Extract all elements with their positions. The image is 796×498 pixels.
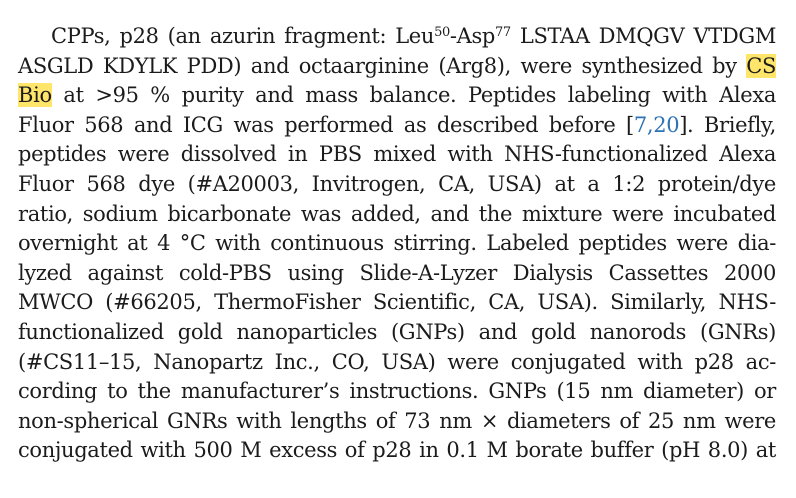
text-line-9: lyzed against cold-PBS using Slide-A-Lyzer Dialysis Cassettes 2000 [18,260,776,285]
highlighted-text-cs: CS [746,53,776,78]
line-1-text-c: LSTAA DMQGV VTDGM [510,24,776,48]
line-4-text-b: ]. Briefly, [679,112,776,137]
text-line-10: MWCO (#66205, ThermoFisher Scientific, CA, USA). Similarly, NHS- [18,290,776,315]
highlighted-text-bio: Bio [18,83,52,108]
text-line-5: peptides were dissolved in PBS mixed with NHS-functionalized Alexa [18,142,776,167]
line-1-text-a: CPPs, p28 (an azurin fragment: Leu [51,24,435,48]
text-line-7: ratio, sodium bicarbonate was added, and the mixture were incubated [18,201,776,226]
line-1-text-b: -Asp [449,24,495,48]
reference-link-7[interactable]: 7 [633,112,647,137]
text-line-13: cording to the manufacturer’s instructions. GNPs (15 nm diameter) or [18,379,776,404]
text-line-14: non-spherical GNRs with lengths of 73 nm × diameters of 25 nm were [18,408,776,433]
reference-link-20[interactable]: 20 [653,112,680,137]
reference-separator: , [646,112,654,137]
superscript-77: 77 [495,24,511,40]
text-line-8: overnight at 4 °C with continuous stirring. Labeled peptides were dia- [18,231,776,256]
text-line-15: conjugated with 500 M excess of p28 in 0.1 M borate buffer (pH 8.0) at [18,438,776,463]
text-line-6: Fluor 568 dye (#A20003, Invitrogen, CA, USA) at a 1:2 protein/dye [18,171,776,196]
text-line-12: (#CS11–15, Nanopartz Inc., CO, USA) were conjugated with p28 ac- [18,349,776,374]
text-line-1 [18,22,776,52]
line-2-text: ASGLD KDYLK PDD) and octaarginine (Arg8), were synthesized by [18,53,747,78]
methods-paragraph [18,22,776,466]
line-3-text: at >95 % purity and mass balance. Peptides labeling with Alexa [51,83,776,108]
text-line-4 [18,111,776,141]
line-4-text-a: Fluor 568 and ICG was performed as described before [ [18,112,634,137]
superscript-50: 50 [434,24,450,40]
text-line-2 [18,52,776,82]
text-line-3 [18,81,776,111]
text-line-11: functionalized gold nanoparticles (GNPs) and gold nanorods (GNRs) [18,319,776,344]
